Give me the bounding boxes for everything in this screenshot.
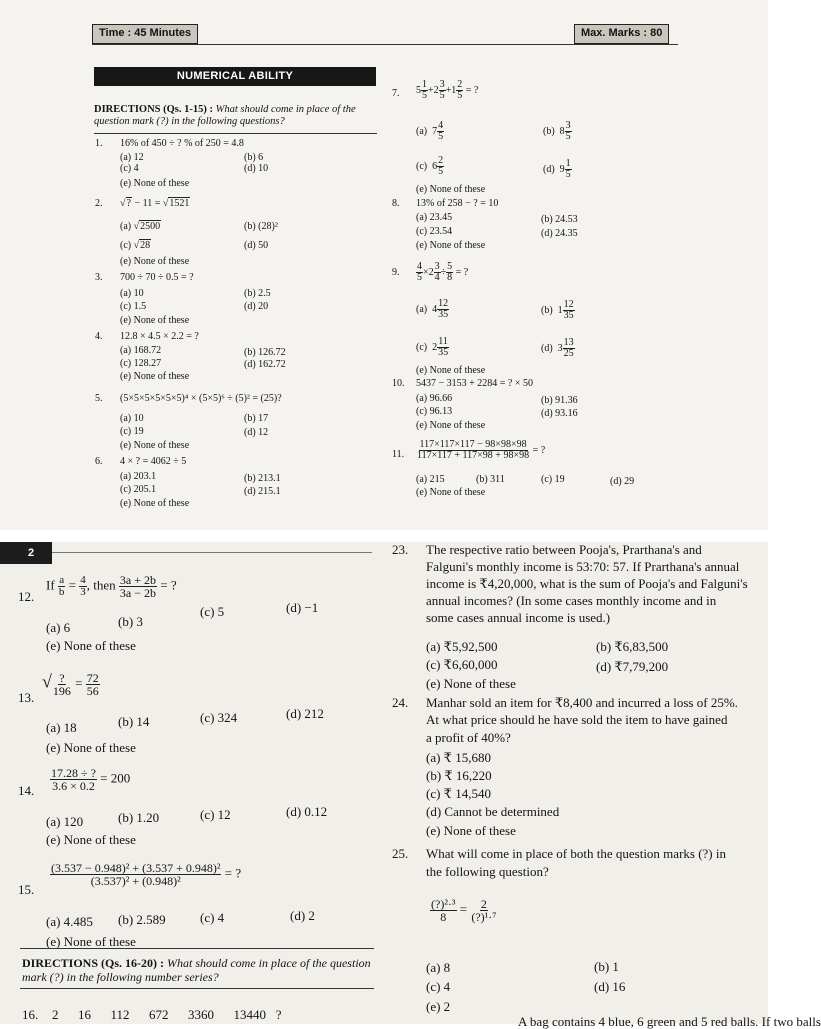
page-number: 2 (0, 542, 52, 564)
header-rule (92, 44, 678, 45)
time-box: Time : 45 Minutes (92, 24, 198, 44)
page-lower: 2 12. If $\frac{a}{b}$ = $\frac{4}{3}$ , then $\frac{3a + 2b}{3a - 2b}$ = ? (a) 6 (b) 3 (c) 5 (d) −1 (e) None of these 13. √ ? 196 = $\frac{72}{56}$ (a) 18 (b) 14 (c) 324 (d) 212 (e) None of these 14. $\frac{17.28 \div ?}{3.6 \times 0.2}$ = 200 (a) 120 (b) 1.20 (c) 12 (d) 0.12 (e) None of these 15. $\frac{\text{(3.537 − 0.948)² + (3.537 + 0.948)²}}{\text{(3.537)² + (0.948)²}}$ = ? (a) 4.485 (b) 2.589 (c) 4 (d) 2 (e) None of these DIRECTIONS (Qs. 16-20) : What should come in place of the question mark (?) in the following number series? 16. 2 16 112 672 3360 13440 ? 23. The respective ratio between Pooja's, Prarthana's and Falguni's monthly income is 53:70: 57. If Prarthana's annual income is ₹4,20,000, what is the sum of Pooja's and Falguni's annual incomes? (In some cases monthly income and in some cases annual income is used.) (a) ₹5,92,500 (b) ₹6,83,500 (c) ₹6,60,000 (d) ₹7,79,200 (e) None of these 24. Manhar sold an item for ₹8,400 and incurred a loss of 25%. At what price should he have sold the item to have gained a profit of 40%? (a) ₹ 15,680 (b) ₹ 16,220 (c) ₹ 14,540 (d) Cannot be determined (e) None of these 25. What will come in place of both the question marks (?) in the following question? (?)²·³ 8 = 2 (?)¹·⁷ (a) 8 (b) 1 (c) 4 (d) 16 (e) 2 A bag contains 4 blue, 6 green and 5 red balls. If two balls (0, 542, 768, 1024)
directions-rule (94, 133, 377, 134)
page-upper: Time : 45 Minutes Max. Marks : 80 NUMERICAL ABILITY DIRECTIONS (Qs. 1-15) : What should come in place of the question mark (?) in the following questions? 1. 16% of 450 ÷ ? % of 250 = 4.8 (a) 12 (b) 6 (c) 4 (d) 10 (e) None of these 2. √? − 11 = √1521 (a) √2500 (b) (28)² (c) √28 (d) 50 (e) None of these 3. 700 ÷ 70 ÷ 0.5 = ? (a) 10 (b) 2.5 (c) 1.5 (d) 20 (e) None of these 4. 12.8 × 4.5 × 2.2 = ? (a) 168.72 (b) 126.72 (c) 128.27 (d) 162.72 (e) None of these 5. (5×5×5×5×5×5)⁴ × (5×5)⁶ ÷ (5)² = (25)? (a) 10 (b) 17 (c) 19 (d) 12 (e) None of these 6. 4 × ? = 4062 ÷ 5 (a) 203.1 (b) 213.1 (c) 205.1 (d) 215.1 (e) None of these 7. 5 $\frac{1}{5}$ +2 $\frac{3}{5}$ +1 $\frac{2}{5}$ = ? (a) 7 $\frac{4}{5}$ (b) 8 $\frac{3}{5}$ (c) 6 $\frac{2}{5}$ (d) 9 $\frac{1}{5}$ (e) None of these 8. 13% of 258 − ? = 10 (a) 23.45 (b) 24.53 (c) 23.54 (d) 24.35 (e) None of these 9. $\frac{4}{5}$ ×2 $\frac{3}{4}$ ÷ $\frac{5}{8}$ = ? (a) 4 $\frac{12}{35}$ (b) 1 $\frac{12}{35}$ (c) 2 $\frac{11}{35}$ (d) 3 $\frac{13}{25}$ (e) None of these 10. 5437 − 3153 + 2284 = ? × 50 (a) 96.66 (b) 91.36 (c) 96.13 (d) 93.16 (e) None of these 11. $\frac{117\times 117\times 117 - 98\times 98\times 98}{117\times 117 + 117\times 98 + 98\times 98}$ = ? (a) 215 (b) 311 (c) 19 (d) 29 (e) None of these (0, 0, 768, 530)
directions-2-bottom-rule (20, 988, 374, 989)
marks-box: Max. Marks : 80 (574, 24, 669, 44)
question-26-partial: A bag contains 4 blue, 6 green and 5 red balls. If two balls (518, 1014, 821, 1029)
page-gap (0, 530, 768, 542)
page-number-rule (52, 552, 372, 553)
directions-2-rule (20, 948, 374, 949)
directions-1: DIRECTIONS (Qs. 1-15) : What should come in place of the question mark (?) in the following questions? (94, 104, 356, 127)
directions-2: DIRECTIONS (Qs. 16-20) : What should come in place of the question mark (?) in the following number series? (22, 956, 371, 984)
section-title: NUMERICAL ABILITY (94, 67, 376, 86)
